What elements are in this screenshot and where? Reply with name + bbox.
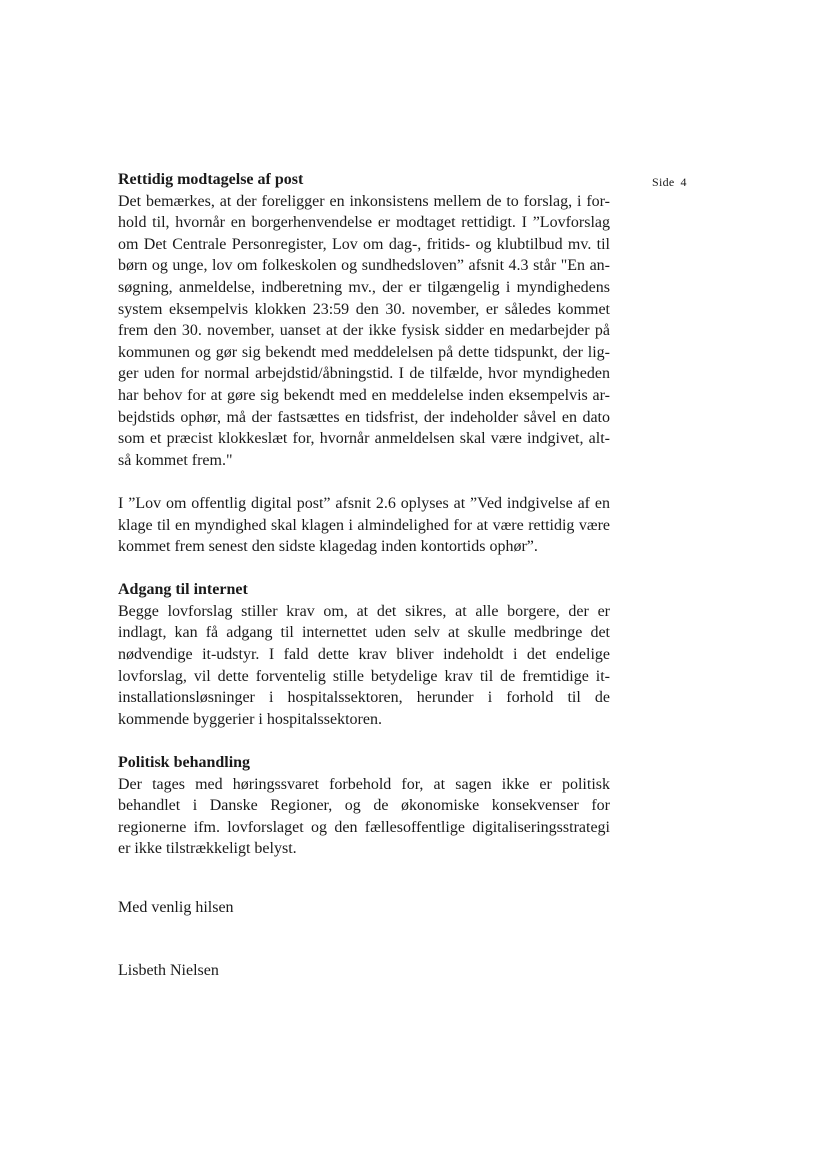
text-line: kommet frem senest den sidste klagedag inden kontortids ophør”.: [118, 538, 538, 556]
text-line: kommunen og gør sig bekendt med meddelelsen på dette tidspunkt, der lig-: [118, 343, 610, 361]
text-line: lovforslag, vil dette forventelig stille betydelige krav til de fremtidige it-: [118, 667, 610, 685]
text-line: søgning, anmeldelse, indberetning mv., der er tilgængelig i myndighedens: [118, 278, 610, 296]
text-line: indlagt, kan få adgang til internettet uden selv at skulle medbringe det: [118, 624, 610, 642]
text-line: ger uden for normal arbejdstid/åbningstid. I de tilfælde, hvor myndigheden: [118, 365, 610, 383]
closing-salutation: Med venlig hilsen: [118, 899, 234, 916]
text-line: Begge lovforslag stiller krav om, at det sikres, at alle borgere, der er: [118, 602, 610, 620]
text-line: hold til, hvornår en borgerhenvendelse er modtaget rettidigt. I ”Lovforslag: [118, 214, 610, 232]
letter-body: [118, 169, 610, 860]
section-heading: Rettidig modtagelse af post: [118, 171, 304, 188]
paragraph: [118, 601, 610, 731]
page-number: [652, 175, 687, 190]
text-line: så kommet frem.": [118, 451, 233, 469]
page-number-value: 4: [680, 175, 687, 189]
text-line: frem den 30. november, uanset at der ikke fysisk sidder en medarbejder på: [118, 322, 610, 340]
text-line: kommende byggerier i hospitalssektoren.: [118, 710, 382, 728]
text-line: Det bemærkes, at der foreligger en inkonsistens mellem de to forslag, i for-: [118, 192, 610, 210]
paragraph: [118, 774, 610, 860]
text-line: børn og unge, lov om folkeskolen og sundhedsloven” afsnit 4.3 står "En an-: [118, 257, 610, 275]
paragraph: [118, 191, 610, 472]
section-politisk-behandling: [118, 752, 610, 860]
section-heading: Adgang til internet: [118, 581, 248, 599]
text-line: om Det Centrale Personregister, Lov om dag-, fritids- og klubtilbud mv. til: [118, 235, 610, 253]
text-line: har behov for at gøre sig bekendt med en meddelelse inden eksempelvis ar-: [118, 386, 610, 404]
text-line: system eksempelvis klokken 23:59 den 30. november, er således kommet: [118, 300, 610, 318]
text-line: bejdstids ophør, må der fastsættes en tidsfrist, der indeholder såvel en dato: [118, 408, 610, 426]
signer-name: Lisbeth Nielsen: [118, 962, 219, 979]
page-number-label: Side: [652, 175, 675, 189]
paragraph: [118, 493, 610, 558]
text-line: Der tages med høringssvaret forbehold for, at sagen ikke er politisk: [118, 775, 610, 793]
text-line: installationsløsninger i hospitalssektoren, herunder i forhold til de: [118, 689, 610, 707]
text-line: er ikke tilstrækkeligt belyst.: [118, 840, 297, 858]
text-line: regionerne ifm. lovforslaget og den fællesoffentlige digitaliseringsstrategi: [118, 818, 610, 836]
section-rettidig-modtagelse: [118, 169, 610, 558]
text-line: nødvendige it-udstyr. I fald dette krav bliver indeholdt i det endelige: [118, 646, 610, 664]
section-adgang-til-internet: [118, 579, 610, 730]
section-heading: Politisk behandling: [118, 754, 251, 772]
text-line: I ”Lov om offentlig digital post” afsnit 2.6 oplyses at ”Ved indgivelse af en: [118, 494, 610, 512]
text-line: som et præcist klokkeslæt for, hvornår anmeldelsen skal være indgivet, alt-: [118, 430, 610, 448]
text-line: behandlet i Danske Regioner, og de økonomiske konsekvenser for: [118, 797, 610, 815]
text-line: klage til en myndighed skal klagen i almindelighed for at være rettidig være: [118, 516, 610, 534]
